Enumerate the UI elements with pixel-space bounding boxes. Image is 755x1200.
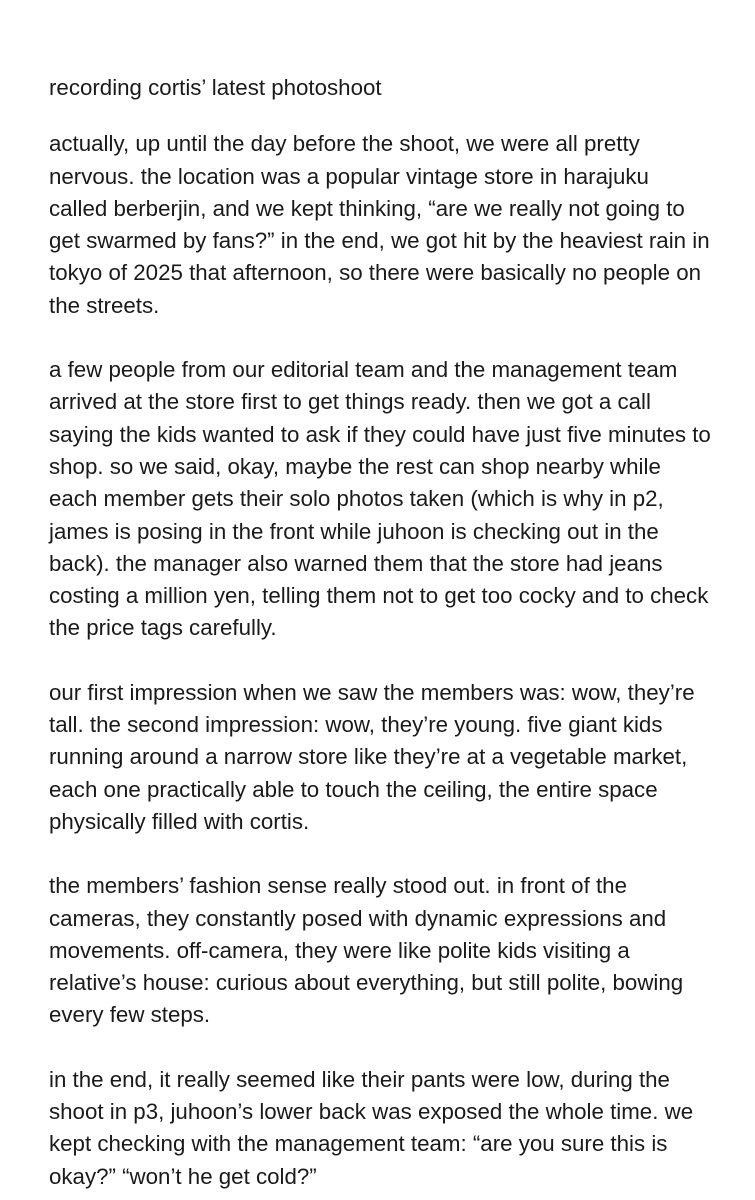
paragraph-5: in the end, it really seemed like their pants were low, during the shoot in p3, juhoon’s lower back was exposed the whole time. we kept checking with the management team: “are you sure this is okay?” “won’t he get cold?” (49, 1066, 694, 1189)
paragraph-1: actually, up until the day before the shoot, we were all pretty nervous. the location was a popular vintage store in harajuku called berberjin, and we kept thinking, “are we really not going to get swarmed by fans?” in the end, we got hit by the heaviest rain in tokyo of 2025 that afternoon, so there were basically no people on the streets. (49, 131, 710, 318)
document-title: recording cortis’ latest photoshoot (49, 75, 382, 100)
paragraph-2: a few people from our editorial team and the management team arrived at the store first to get things ready. then we got a call saying the kids wanted to ask if they could have just five minutes to shop. so we said, okay, maybe the rest can shop nearby while each member gets their solo photos taken (which is why in p2, james is posing in the front while juhoon is checking out in the back). the manager also warned them that the store had jeans costing a million yen, telling them not to get too cocky and to check the price tags carefully. (49, 357, 711, 641)
paragraph-4: the members’ fashion sense really stood out. in front of the cameras, they constantly posed with dynamic expressions and movements. off-camera, they were like polite kids visiting a relative’s house: curious about everything, but still polite, bowing every few steps. (49, 873, 684, 1028)
paragraph-3: our first impression when we saw the members was: wow, they’re tall. the second impression: wow, they’re young. five giant kids running around a narrow store like they’re at a vegetable market, each one practically able to touch the ceiling, the entire space physically filled with cortis. (49, 679, 695, 834)
